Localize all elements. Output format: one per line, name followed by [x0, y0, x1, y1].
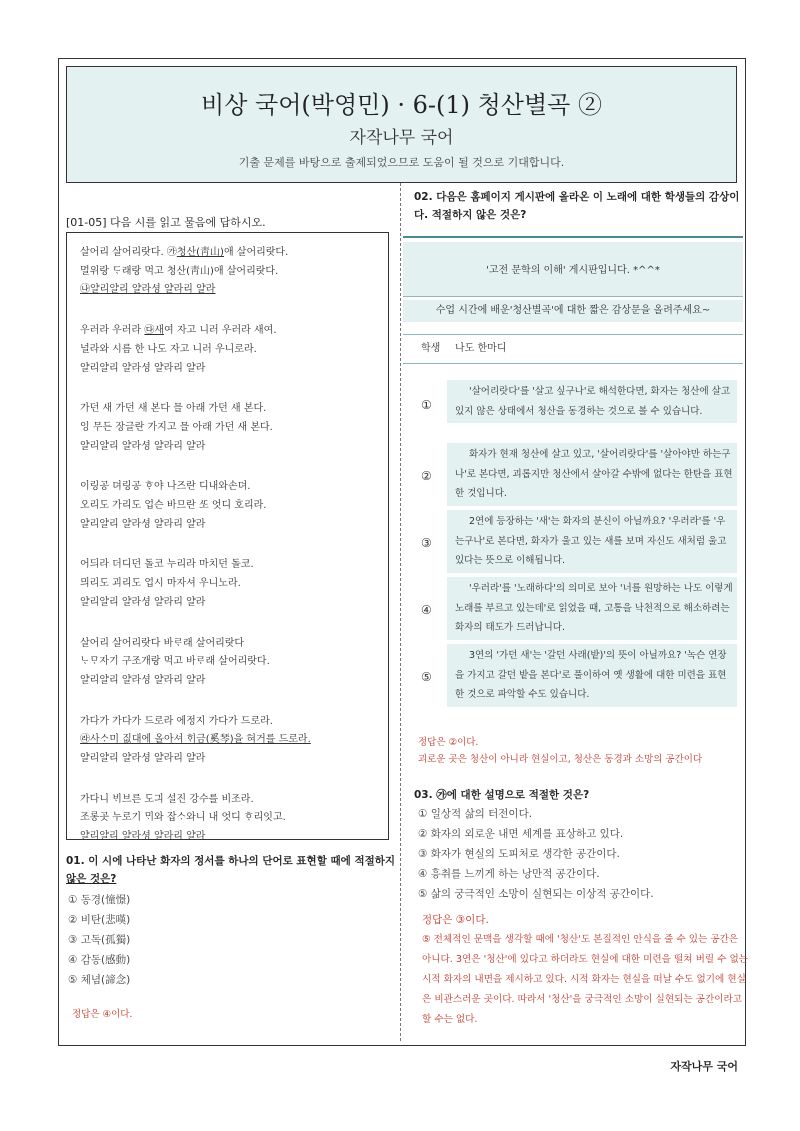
poem-line: 얄리얄리 얄라셩 얄라리 얄라	[80, 753, 206, 765]
row-number: ④	[421, 603, 432, 617]
option: ① 일상적 삶의 터전이다.	[418, 808, 533, 820]
row-number: ⑤	[421, 670, 432, 684]
row-number: ①	[421, 398, 432, 412]
option: ③ 화자가 현실의 도피처로 생각한 공간이다.	[418, 848, 620, 860]
bulletin-board	[403, 236, 743, 714]
row-comment: 2연에 등장하는 '새'는 화자의 분신이 아닐까요? '우러라'를 '우는구나'로 본다면, 화자가 울고 있는 새를 보며 자신도 새처럼 울고 있다는 뜻으로 이해됩니다.	[447, 510, 737, 573]
col-student: 학생	[421, 343, 441, 354]
question-01-options	[68, 890, 130, 990]
stanza-7	[80, 713, 388, 769]
question-02: 02. 다음은 홈페이지 게시판에 올라온 이 노래에 대한 학생들의 감상이 다. 적절하지 않은 것은?	[414, 191, 740, 221]
option: ⑤ 체념(諦念)	[68, 974, 131, 986]
poem-line: 얄리얄리 얄라셩 얄라리 얄라	[80, 596, 206, 608]
board-column-header	[403, 334, 743, 364]
poem-line: ᄂᆞᄆᆞ자기 구조개랑 먹고 바ᄅᆞ래 살어리랏다.	[80, 656, 270, 668]
row-comment: 화자가 현재 청산에 살고 있고, '살어리랏다'를 '살아야만 하는구나'로 본다면, 괴롭지만 청산에서 살아갈 수밖에 없다는 한탄을 표현한 것입니다.	[447, 443, 737, 506]
option: ④ 감동(感動)	[68, 954, 131, 966]
row-comment: 3연의 '가던 새'는 '갈던 사래(밭)'의 뜻이 아닐까요? '녹슨 연장을 가지고 갈던 밭을 본다'로 풀이하여 옛 생활에 대한 미련을 표현한 것으로 파악할 수도 있습니다.	[447, 644, 737, 707]
question-01: 01. 이 시에 나타난 화자의 정서를 하나의 단어로 표현할 때에 적절하지 않은 것은?	[66, 855, 396, 885]
poem-line: 살어리 살어리랏다 바ᄅᆞ래 살어리랏다	[80, 637, 245, 649]
poem-line: 오리도 가리도 업슨 바므란 ᄯᅩ 엇디 호리라.	[80, 500, 267, 512]
poem-box	[66, 232, 389, 843]
row-comment: '살어리랏다'를 '살고 싶구나'로 해석한다면, 화자는 청산에 살고 있지 않은 상태에서 청산을 동경하는 것으로 볼 수 있습니다.	[447, 380, 737, 423]
poem-line: 얄리얄리 얄라셩 얄라리 얄라	[80, 831, 206, 843]
stanza-1	[80, 244, 388, 300]
col-comment: 나도 한마디	[455, 343, 507, 354]
row-number: ③	[421, 536, 432, 550]
page-title: 비상 국어(박영민) · 6-(1) 청산별곡 ②	[201, 91, 602, 119]
stanza-3	[80, 400, 388, 456]
option: ③ 고독(孤獨)	[68, 934, 131, 946]
stanza-8	[80, 791, 388, 847]
row-comment: '우러라'를 '노래하다'의 의미로 보아 '너를 원망하는 나도 이렇게 노래를 부르고 있는데'로 읽었을 때, 고통을 낙천적으로 해소하려는 화자의 태도가 드러납니다.	[447, 577, 737, 640]
poem-line: 얄리얄리 얄라셩 얄라리 얄라	[80, 440, 206, 452]
column-divider	[400, 183, 401, 1041]
poem-line: 가다가 가다가 드로라 에정지 가다가 드로라.	[80, 715, 273, 727]
stanza-2	[80, 322, 388, 378]
poem-line: 살어리 살어리랏다. ㉮청산(靑山)애 살어리랏다.	[80, 247, 289, 258]
poem-line: 이링공 뎌링공 ᄒᆞ야 나즈란 디내와손뎌.	[80, 481, 251, 493]
poem-line: 우러라 우러라 ㉰새여 자고 니러 우러라 새여.	[80, 325, 277, 337]
page-subtitle: 자작나무 국어	[349, 128, 454, 148]
row-number: ②	[421, 469, 432, 483]
answer-03: 정답은 ③이다. ⑤ 전체적인 문맥을 생각할 때에 '청산'도 본질적인 안식을 줄 수 있는 공간은 아니다. 3연은 '청산'에 있다고 하더라도 현실에 대한 미련을 떨쳐 버릴 수 없는 시적 화자의 내면을 제시하고 있다. 시적 화자는 현실을 떠날 수도 없기에 현실 은 비관스러운 곳이다. 따라서 '청산'을 궁극적인 소망이 실현되는 공간이라고 할 수는 없다.	[422, 914, 748, 1025]
option: ④ 흥취를 느끼게 하는 낭만적 공간이다.	[418, 868, 600, 880]
stanza-6	[80, 635, 388, 691]
poem-line: 멀위랑 ᄃᆞ래랑 먹고 청산(靑山)애 살어리랏다.	[80, 265, 279, 277]
poem-line: 잉 무든 장글란 가지고 믈 아래 가던 새 본다.	[80, 421, 273, 433]
stanza-4	[80, 478, 388, 534]
poem-line: 믜리도 괴리도 업시 마자셔 우니노라.	[80, 578, 241, 590]
poem-line: 얄리얄리 얄라셩 얄라리 얄라	[80, 518, 206, 530]
stanza-5	[80, 556, 388, 612]
poem-line: 얄리얄리 얄라셩 얄라리 얄라	[80, 362, 206, 374]
poem-line: 조롱곳 누로기 ᄆᆡ와 잡ᄉᆞ와니 내 엇디 ᄒᆞ리잇고.	[80, 812, 286, 824]
poem-line: ㉱사ᄉᆞ미 짒대에 올아셔 ᄒᆡ금(奚琴)을 혀거를 드로라.	[80, 734, 311, 746]
option: ⑤ 삶의 궁극적인 소망이 실현되는 이상적 공간이다.	[418, 888, 654, 900]
answer-01: 정답은 ④이다.	[72, 1009, 133, 1020]
poem-line: ㉯얄리얄리 얄라셩 얄라리 얄라	[80, 284, 216, 296]
page-description: 기출 문제를 바탕으로 출제되었으므로 도움이 될 것으로 기대합니다.	[238, 156, 565, 169]
title-banner	[66, 66, 737, 183]
poem-line: 널라와 시름 한 나도 자고 니러 우니로라.	[80, 343, 257, 355]
option: ② 비탄(悲嘆)	[68, 914, 131, 926]
option: ① 동경(憧憬)	[68, 894, 131, 906]
board-title: '고전 문학의 이해' 게시판입니다. *^^*	[486, 265, 660, 276]
poem-line: 가다니 ᄇᆡ브른 도긔 설진 강수를 비조라.	[80, 793, 254, 805]
poem-line: 얄리얄리 얄라셩 얄라리 얄라	[80, 674, 206, 686]
question-03-options	[418, 804, 654, 904]
board-header-band	[403, 242, 743, 297]
answer-02: 정답은 ②이다. 괴로운 곳은 청산이 아니라 현실이고, 청산은 동경과 소망의 공간이다	[418, 737, 703, 765]
footer-brand: 자작나무 국어	[670, 1060, 738, 1073]
poem-line: 가던 새 가던 새 본다 믈 아래 가던 새 본다.	[80, 403, 267, 415]
option: ② 화자의 외로운 내면 세계를 표상하고 있다.	[418, 828, 624, 840]
section-heading: [01-05] 다음 시를 읽고 물음에 답하시오.	[66, 216, 266, 229]
board-instruction: 수업 시간에 배운'청산별곡'에 대한 짧은 감상문을 올려주세요~	[403, 300, 743, 322]
question-03: 03. ㉮에 대한 설명으로 적절한 것은?	[414, 789, 590, 801]
poem-line: 어듸라 더디던 돌코 누리라 마치던 돌코.	[80, 559, 254, 571]
